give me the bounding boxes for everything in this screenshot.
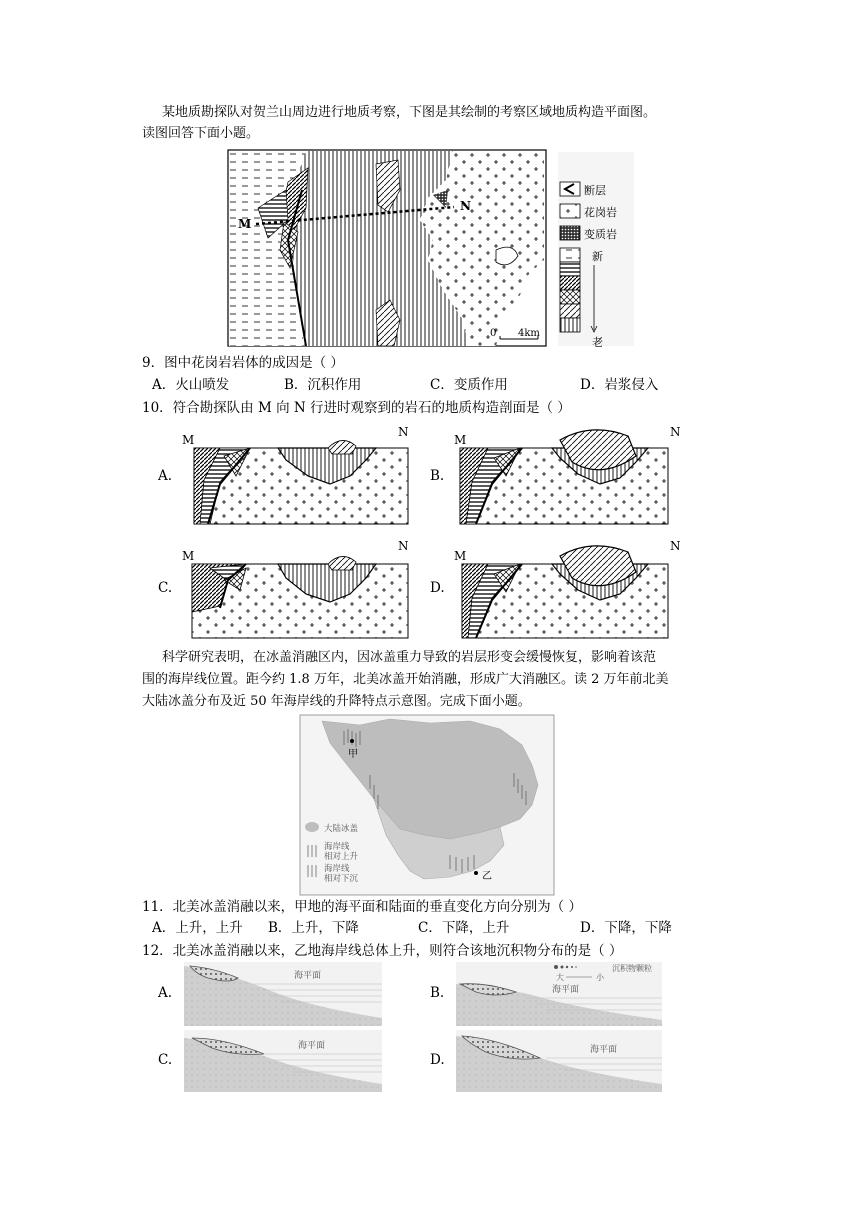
q10-stem: 10．符合勘探队由 M 向 N 行进时观察到的岩石的地质构造剖面是（ ） (142, 400, 571, 416)
profile-d[interactable] (452, 536, 686, 642)
q9-options (152, 375, 712, 395)
intro2-line3: 大陆冰盖分布及近 50 年海岸线的升降特点示意图。完成下面小题。 (142, 694, 531, 709)
profile-d-n: N (670, 539, 681, 553)
q9-option-c[interactable]: C．变质作用 (430, 377, 508, 393)
q11-option-c[interactable]: C．下降，上升 (418, 920, 510, 936)
sediment-c[interactable] (184, 1030, 382, 1092)
sediment-b-sea-level: 海平面 (552, 985, 580, 995)
q11-options (152, 918, 712, 938)
sediment-c-sea-level: 海平面 (298, 1041, 326, 1051)
sediment-d[interactable] (456, 1030, 662, 1092)
ice-legend-icon (305, 822, 319, 832)
q10-label-d[interactable]: D. (430, 580, 445, 596)
q9-option-d[interactable]: D．岩浆侵入 (580, 377, 659, 393)
legend-sink-2: 相对下沉 (324, 874, 359, 884)
q12-label-a[interactable]: A. (158, 985, 173, 1001)
map-frame (228, 150, 546, 346)
q12-label-d[interactable]: D. (430, 1052, 445, 1068)
north-america-map (300, 715, 554, 895)
intro2-line1: 科学研究表明，在冰盖消融区内，因冰盖重力导致的岩层形变会缓慢恢复，影响着该范 (162, 650, 657, 665)
q9-option-a[interactable]: A．火山喷发 (152, 377, 230, 393)
map-label-m: M (238, 217, 252, 231)
grain-big: 大 (556, 973, 564, 982)
legend-rise-2: 相对上升 (324, 852, 359, 862)
q12-stem: 12．北美冰盖消融以来，乙地海岸线总体上升，则符合该地沉积物分布的是（ ） (142, 943, 623, 959)
q11-stem: 11．北美冰盖消融以来，甲地的海平面和陆面的垂直变化方向分别为（ ） (142, 899, 582, 915)
q9-stem: 9．图中花岗岩岩体的成因是（ ） (142, 355, 344, 371)
legend-old: 老 (592, 336, 603, 349)
legend-ice: 大陆冰盖 (324, 824, 359, 834)
profile-a[interactable] (180, 420, 414, 526)
q12-label-b[interactable]: B. (430, 985, 445, 1001)
q10-label-b[interactable]: B. (430, 468, 445, 484)
profile-c-m: M (182, 549, 195, 563)
legend-sink-1: 海岸线 (324, 864, 350, 874)
profile-b-m: M (454, 433, 467, 447)
map2-label-jia: 甲 (348, 749, 358, 760)
legend-fault: 断层 (584, 184, 606, 197)
scale-length: 4km (518, 328, 540, 339)
profile-c[interactable] (180, 536, 414, 642)
q10-label-c[interactable]: C. (158, 580, 173, 596)
sediment-d-sea-level: 海平面 (590, 1045, 618, 1055)
q9-option-b[interactable]: B．沉积作用 (284, 377, 362, 393)
profile-a-m: M (182, 433, 195, 447)
legend-granite: 花岗岩 (584, 206, 617, 219)
legend-new: 新 (592, 250, 603, 263)
granite-legend-icon (560, 204, 580, 218)
sediment-a-sea-level: 海平面 (294, 971, 322, 981)
map-label-n: N (460, 199, 471, 213)
q11-option-a[interactable]: A．上升，上升 (152, 920, 243, 936)
profile-b[interactable] (452, 420, 686, 526)
geologic-map (228, 150, 638, 350)
profile-a-n: N (398, 425, 409, 439)
sediment-b[interactable] (456, 962, 662, 1026)
q12-label-c[interactable]: C. (158, 1052, 173, 1068)
intro2-line2: 围的海岸线位置。距今约 1.8 万年，北美冰盖开始消融，形成广大消融区。读 2 万年前北美 (142, 672, 669, 687)
q11-option-d[interactable]: D．下降，下降 (580, 920, 672, 936)
q11-option-b[interactable]: B．上升，下降 (268, 920, 359, 936)
intro1-line1: 某地质勘探队对贺兰山周边进行地质考察，下图是其绘制的考察区域地质构造平面图。 (162, 105, 657, 120)
grain-small: 小 (596, 973, 604, 982)
q10-label-a[interactable]: A. (158, 468, 173, 484)
legend-metamorphic: 变质岩 (584, 228, 617, 241)
metamorphic-legend-icon (560, 226, 580, 240)
map-legend (558, 152, 634, 349)
scale-zero: 0 (490, 328, 497, 339)
grain-title: 沉积物颗粒 (612, 964, 652, 973)
sediment-a[interactable] (184, 962, 382, 1026)
profile-c-n: N (398, 539, 409, 553)
profile-d-m: M (454, 549, 467, 563)
legend-rise-1: 海岸线 (324, 842, 350, 852)
intro1-line2: 读图回答下面小题。 (142, 126, 260, 141)
map2-label-yi: 乙 (482, 871, 492, 882)
profile-b-n: N (670, 425, 681, 439)
